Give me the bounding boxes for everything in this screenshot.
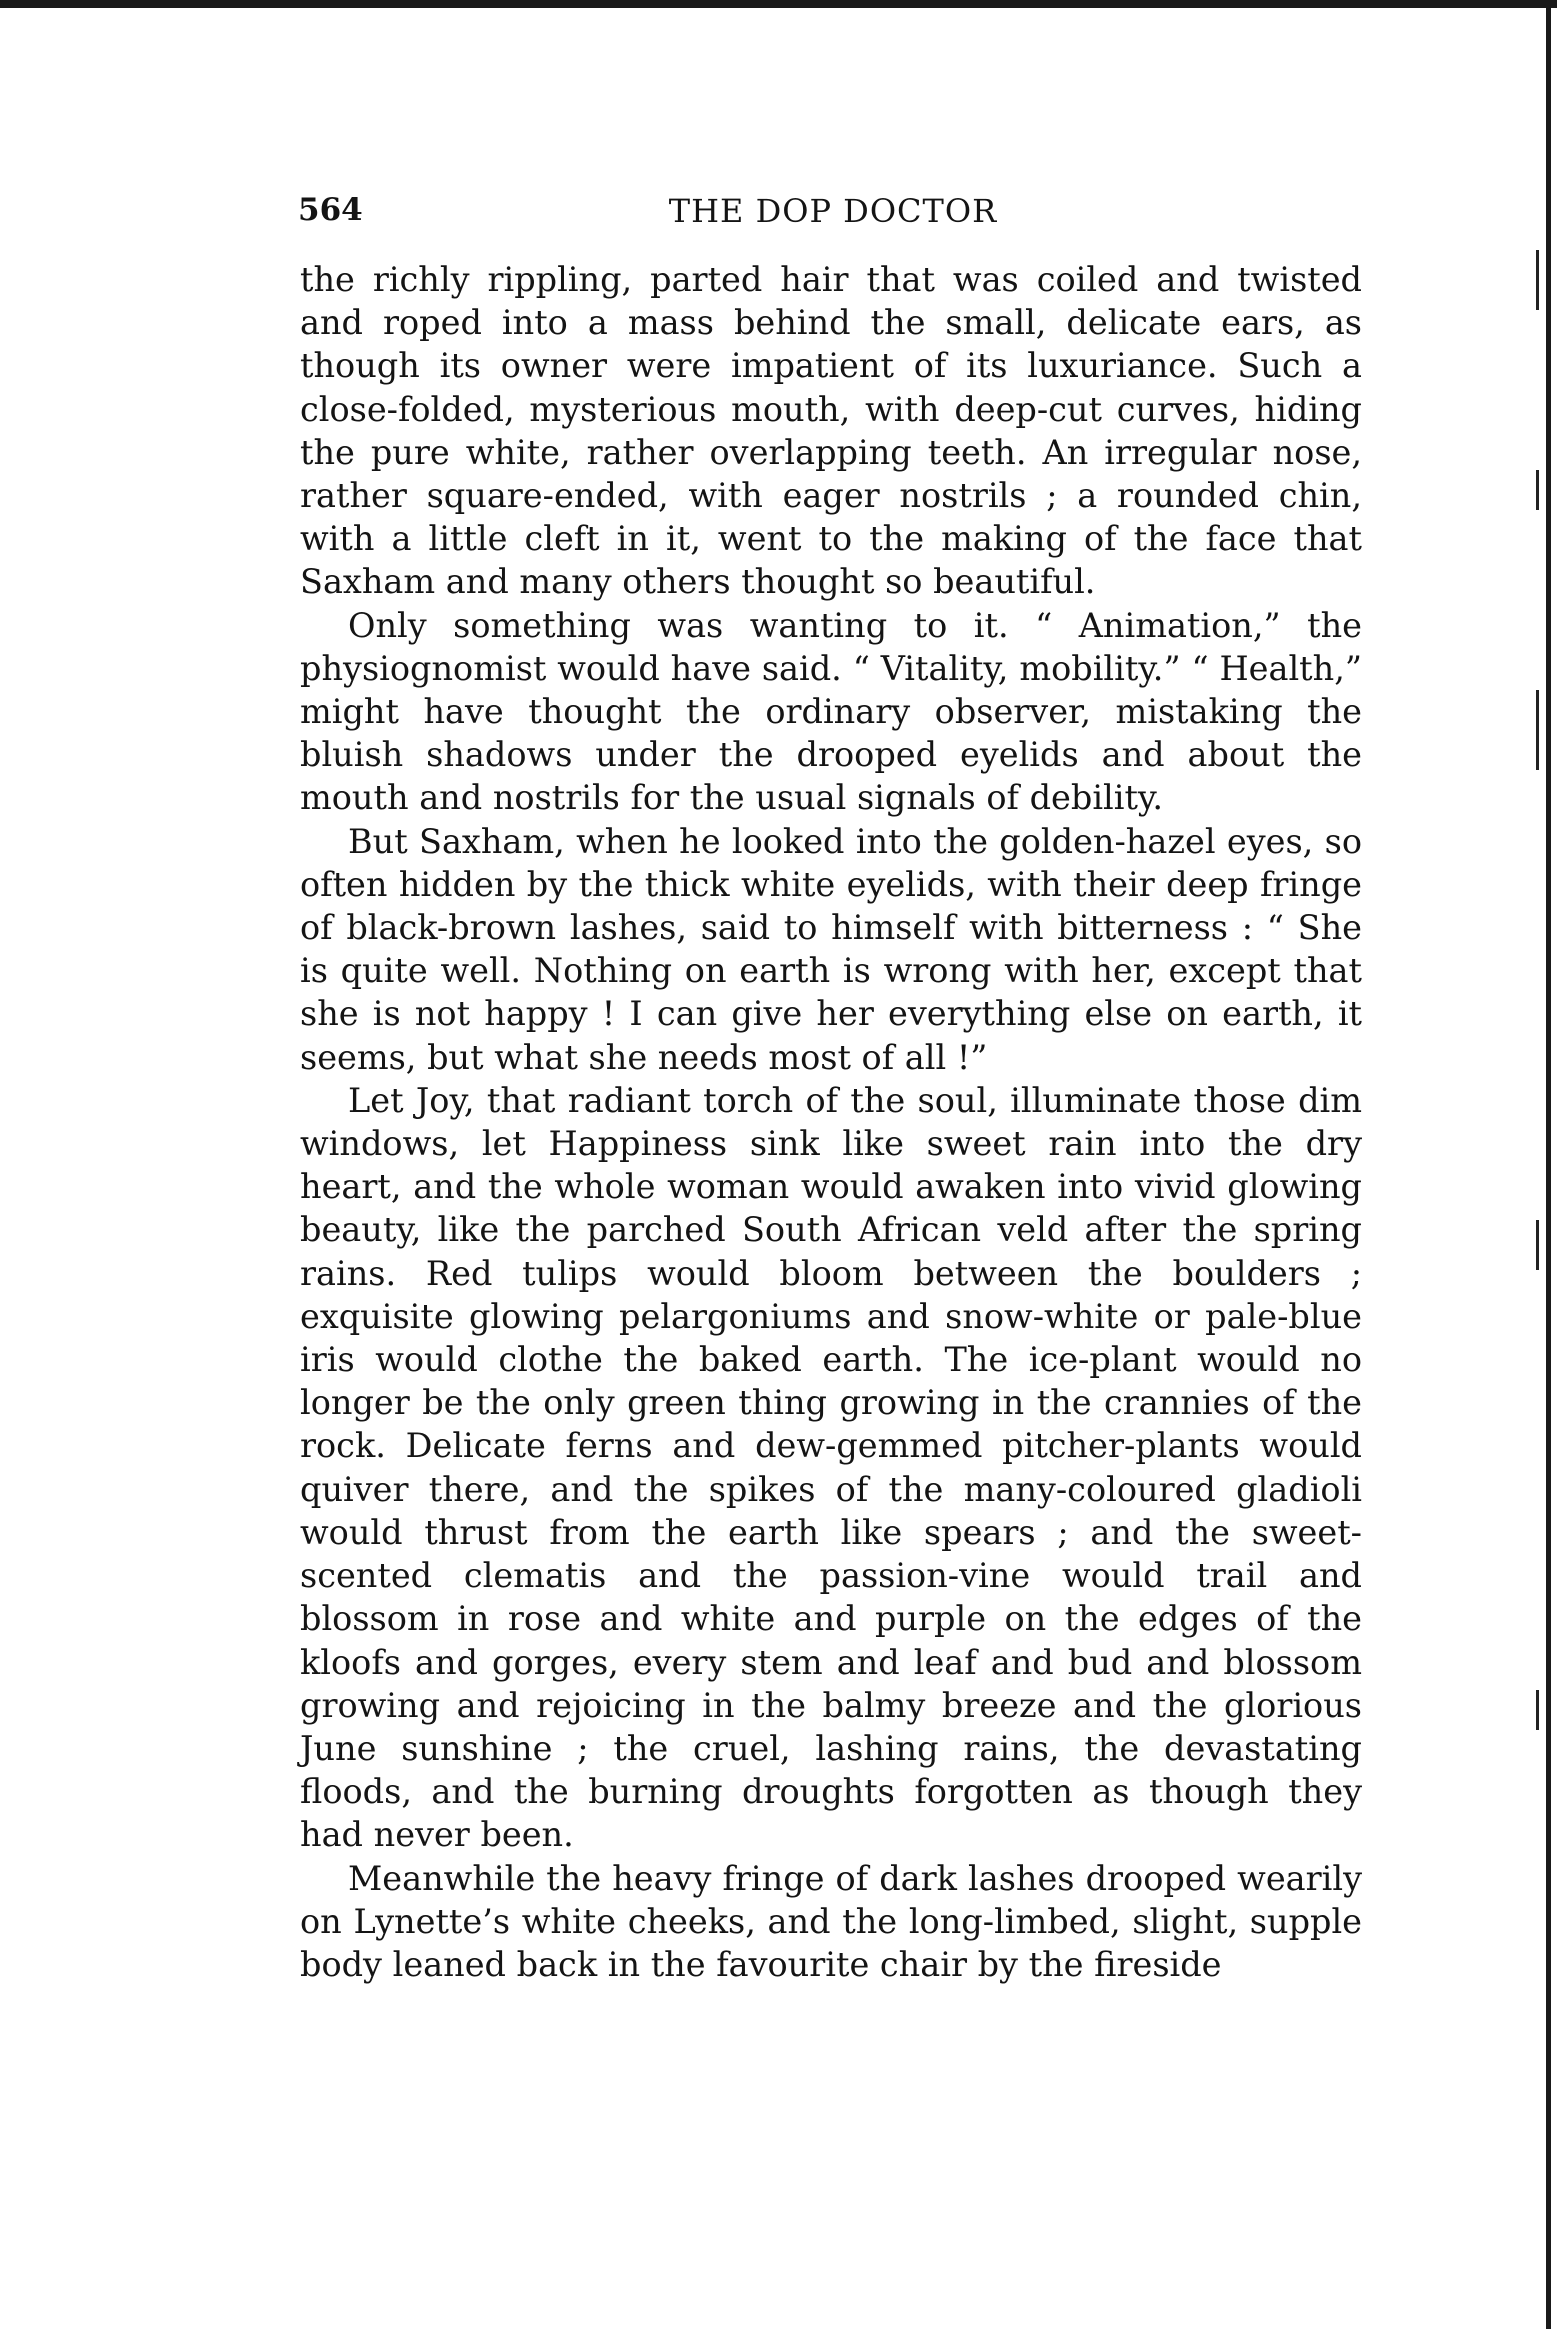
page-number: 564 xyxy=(298,192,363,228)
paragraph: Only something was wanting to it. “ Animation,” the physiognomist would have said. “ Vitality, mobility.” “ Health,” might have thought the ordinary observer, mistaking the bluish shadows under the drooped eyelids and about the mouth and nostrils for the usual signals of debility. xyxy=(300,605,1362,818)
scan-right-edge xyxy=(1546,0,1551,2329)
scan-top-edge xyxy=(0,0,1557,8)
page-header xyxy=(298,192,1368,244)
paragraph: Meanwhile the heavy fringe of dark lashes drooped wearily on Lynette’s white cheeks, and the long-limbed, slight, supple body leaned back in the favourite chair by the fireside xyxy=(300,1858,1362,1984)
body-text xyxy=(300,258,1362,1986)
scan-edge-mark xyxy=(1536,1690,1539,1730)
scan-edge-mark xyxy=(1536,690,1539,770)
running-title: THE DOP DOCTOR xyxy=(668,192,998,230)
paragraph: But Saxham, when he looked into the golden-hazel eyes, so often hidden by the thick white eyelids, with their deep fringe of black-brown lashes, said to himself with bitterness : “ She is quite well. Nothing on earth is wrong with her, except that she is not happy ! I can give her everything else on earth, it seems, but what she needs most of all !” xyxy=(300,821,1362,1077)
scan-edge-mark xyxy=(1536,470,1539,510)
paragraph: the richly rippling, parted hair that was coiled and twisted and roped into a mass behind the small, delicate ears, as though its owner were impatient of its luxuriance. Such a close-folded, mysterious mouth, with deep-cut curves, hiding the pure white, rather overlapping teeth. An irregular nose, rather square-ended, with eager nostrils ; a rounded chin, with a little cleft in it, went to the making of the face that Saxham and many others thought so beautiful. xyxy=(300,260,1362,602)
paragraph: Let Joy, that radiant torch of the soul, illuminate those dim windows, let Happiness sink like sweet rain into the dry heart, and the whole woman would awaken into vivid glowing beauty, like the parched South African veld after the spring rains. Red tulips would bloom between the boulders ; exquisite glowing pelargoniums and snow-white or pale-blue iris would clothe the baked earth. The ice-plant would no longer be the only green thing growing in the crannies of the rock. Delicate ferns and dew-gemmed pitcher-plants would quiver there, and the spikes of the many-coloured gladioli would thrust from the earth like spears ; and the sweet-scented clematis and the passion-vine would trail and blossom in rose and white and purple on the edges of the kloofs and gorges, every stem and leaf and bud and blossom growing and rejoicing in the balmy breeze and the glorious June sunshine ; the cruel, lashing rains, the devastating floods, and the burning droughts forgotten as though they had never been. xyxy=(300,1080,1362,1855)
scan-edge-mark xyxy=(1536,250,1539,310)
scan-edge-mark xyxy=(1536,1220,1539,1270)
